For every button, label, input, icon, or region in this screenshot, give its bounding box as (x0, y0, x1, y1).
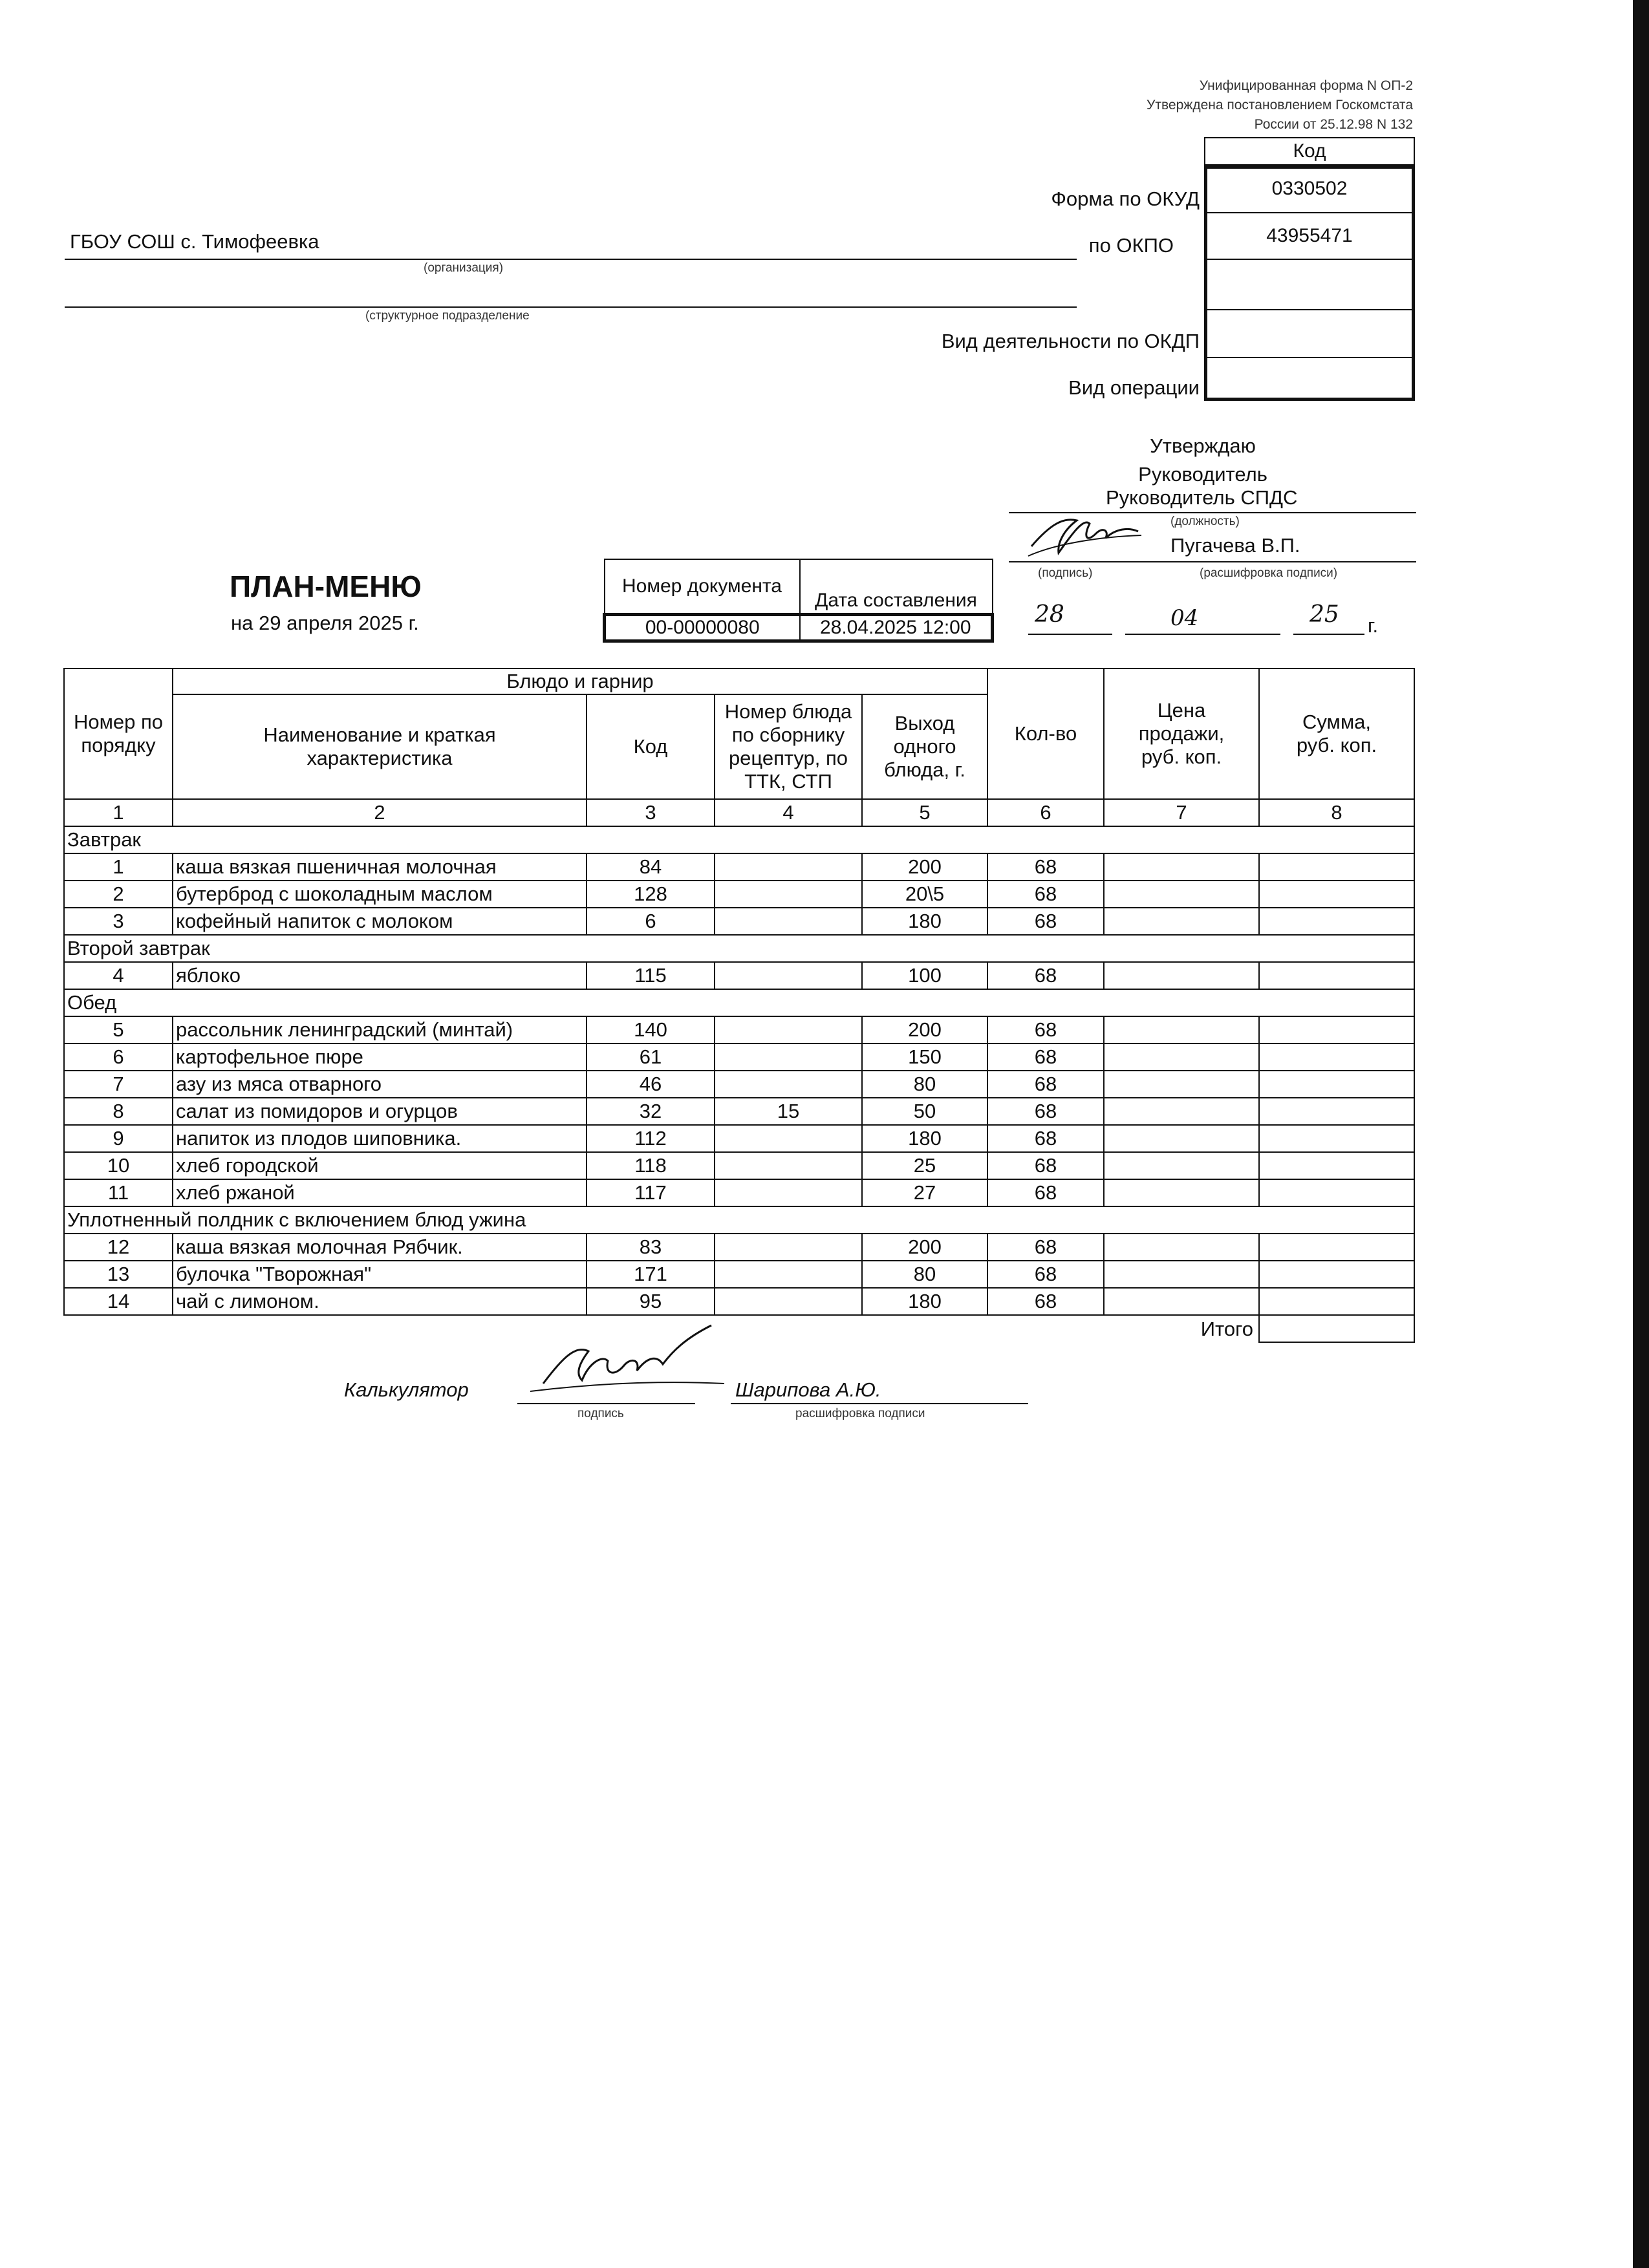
calculator-decoding-caption: расшифровка подписи (795, 1407, 925, 1420)
dish-sum (1259, 1071, 1414, 1098)
column-numbers-row (64, 799, 1414, 826)
dish-code: 118 (587, 1152, 715, 1179)
section-row (64, 1206, 1414, 1234)
column-number: 1 (64, 799, 173, 826)
decoding-caption: (расшифровка подписи) (1200, 566, 1338, 580)
row-number: 9 (64, 1125, 173, 1152)
total-value (1259, 1315, 1414, 1342)
dish-qty: 68 (987, 908, 1104, 935)
dish-name: булочка "Творожная" (173, 1261, 587, 1288)
table-row (64, 1016, 1414, 1043)
approval-position: Руководитель СПДС (1106, 486, 1298, 509)
row-number: 1 (64, 853, 173, 881)
dish-name: чай с лимоном. (173, 1288, 587, 1315)
dish-qty: 68 (987, 1098, 1104, 1125)
dish-yield: 180 (862, 908, 987, 935)
dish-price (1104, 1179, 1259, 1206)
dish-yield: 20\5 (862, 881, 987, 908)
recipe-number (715, 1152, 862, 1179)
dish-price (1104, 908, 1259, 935)
recipe-number (715, 1234, 862, 1261)
dish-yield: 50 (862, 1098, 987, 1125)
calculator-signature-caption: подпись (577, 1407, 624, 1420)
dish-sum (1259, 1152, 1414, 1179)
table-row (64, 1043, 1414, 1071)
dish-qty: 68 (987, 881, 1104, 908)
header-qty: Кол-во (987, 669, 1104, 799)
document-title: ПЛАН-МЕНЮ (230, 570, 422, 603)
dish-yield: 25 (862, 1152, 987, 1179)
dish-yield: 80 (862, 1071, 987, 1098)
organization-caption: (организация) (424, 261, 504, 275)
code-values (1204, 166, 1415, 401)
year-suffix: г. (1368, 614, 1379, 637)
okdp-value (1204, 310, 1415, 358)
operation-value (1204, 358, 1415, 402)
row-number: 12 (64, 1234, 173, 1261)
section-row (64, 826, 1414, 853)
approver-name: Пугачева В.П. (1170, 534, 1300, 557)
header-yield: Выход одного блюда, г. (862, 694, 987, 799)
dish-name: каша вязкая пшеничная молочная (173, 853, 587, 881)
dish-name: бутерброд с шоколадным маслом (173, 881, 587, 908)
total-label: Итого (1200, 1317, 1253, 1340)
row-number: 3 (64, 908, 173, 935)
approval-role: Руководитель (1138, 463, 1267, 486)
column-number: 6 (987, 799, 1104, 826)
calculator-label: Калькулятор (344, 1378, 469, 1401)
section-row (64, 935, 1414, 962)
calculator-name: Шарипова А.Ю. (735, 1378, 881, 1401)
column-number: 4 (715, 799, 862, 826)
section-title: Завтрак (64, 826, 1414, 853)
section-title: Уплотненный полдник с включением блюд ужина (64, 1206, 1414, 1234)
calculator-signature (517, 1319, 731, 1403)
dish-sum (1259, 1125, 1414, 1152)
header-recipe: Номер блюда по сборнику рецептур, по ТТК, СТП (715, 694, 862, 799)
document-number: 00-00000080 (605, 615, 800, 641)
recipe-number (715, 1288, 862, 1315)
form-name-line: Унифицированная форма N ОП-2 (1199, 78, 1413, 93)
header-num: Номер по порядку (64, 669, 173, 799)
column-number: 3 (587, 799, 715, 826)
section-title: Второй завтрак (64, 935, 1414, 962)
okud-value: 0330502 (1204, 166, 1415, 213)
row-number: 14 (64, 1288, 173, 1315)
document-date-header: Дата составления (800, 559, 993, 615)
dish-sum (1259, 881, 1414, 908)
table-row (64, 908, 1414, 935)
document-info-table (603, 559, 994, 643)
dish-qty: 68 (987, 1043, 1104, 1071)
header-code: Код (587, 694, 715, 799)
dish-price (1104, 962, 1259, 989)
row-number: 5 (64, 1016, 173, 1043)
column-number: 2 (173, 799, 587, 826)
dish-price (1104, 1288, 1259, 1315)
dish-name: салат из помидоров и огурцов (173, 1098, 587, 1125)
dish-price (1104, 1043, 1259, 1071)
document-subtitle: на 29 апреля 2025 г. (231, 612, 419, 634)
table-row (64, 1179, 1414, 1206)
organization-name: ГБОУ СОШ с. Тимофеевка (70, 230, 319, 253)
table-row (64, 962, 1414, 989)
dish-sum (1259, 1043, 1414, 1071)
dish-code: 6 (587, 908, 715, 935)
section-row (64, 989, 1414, 1016)
row-number: 2 (64, 881, 173, 908)
signature-caption: (подпись) (1038, 566, 1093, 580)
dish-yield: 100 (862, 962, 987, 989)
table-row (64, 1098, 1414, 1125)
approver-signature (1018, 498, 1148, 569)
dish-price (1104, 881, 1259, 908)
table-row (64, 1125, 1414, 1152)
unit-caption: (структурное подразделение (365, 309, 530, 323)
header-dish-group: Блюдо и гарнир (173, 669, 987, 694)
column-number: 7 (1104, 799, 1259, 826)
recipe-number (715, 1071, 862, 1098)
dish-sum (1259, 1179, 1414, 1206)
dish-qty: 68 (987, 1261, 1104, 1288)
dish-yield: 180 (862, 1125, 987, 1152)
table-row (64, 881, 1414, 908)
dish-sum (1259, 853, 1414, 881)
dish-qty: 68 (987, 1288, 1104, 1315)
document-date: 28.04.2025 12:00 (800, 615, 993, 641)
row-number: 11 (64, 1179, 173, 1206)
row-number: 10 (64, 1152, 173, 1179)
row-number: 4 (64, 962, 173, 989)
row-number: 8 (64, 1098, 173, 1125)
dish-name: яблоко (173, 962, 587, 989)
dish-price (1104, 1261, 1259, 1288)
dish-qty: 68 (987, 853, 1104, 881)
row-number: 6 (64, 1043, 173, 1071)
header-price: Цена продажи, руб. коп. (1104, 669, 1259, 799)
dish-price (1104, 1071, 1259, 1098)
dish-yield: 200 (862, 1234, 987, 1261)
form-approval-line: Утверждена постановлением Госкомстата (1147, 98, 1413, 112)
dish-code: 117 (587, 1179, 715, 1206)
recipe-number (715, 1125, 862, 1152)
dish-yield: 27 (862, 1179, 987, 1206)
dish-code: 112 (587, 1125, 715, 1152)
blank-code-1 (1204, 260, 1415, 310)
row-number: 13 (64, 1261, 173, 1288)
okpo-value: 43955471 (1204, 213, 1415, 260)
document-number-header: Номер документа (605, 559, 800, 615)
dish-sum (1259, 1234, 1414, 1261)
dish-yield: 150 (862, 1043, 987, 1071)
scan-edge (1633, 0, 1649, 2268)
dish-name: картофельное пюре (173, 1043, 587, 1071)
row-number: 7 (64, 1071, 173, 1098)
form-regulation-line: России от 25.12.98 N 132 (1254, 117, 1413, 132)
column-number: 8 (1259, 799, 1414, 826)
dish-qty: 68 (987, 1179, 1104, 1206)
recipe-number (715, 908, 862, 935)
dish-code: 95 (587, 1288, 715, 1315)
dish-qty: 68 (987, 1016, 1104, 1043)
dish-code: 46 (587, 1071, 715, 1098)
approval-title: Утверждаю (1150, 434, 1256, 457)
table-row (64, 1261, 1414, 1288)
dish-sum (1259, 962, 1414, 989)
menu-table (63, 668, 1415, 1343)
dish-code: 115 (587, 962, 715, 989)
dish-price (1104, 1125, 1259, 1152)
dish-name: азу из мяса отварного (173, 1071, 587, 1098)
dish-code: 140 (587, 1016, 715, 1043)
dish-qty: 68 (987, 962, 1104, 989)
dish-price (1104, 853, 1259, 881)
header-name: Наименование и краткая характеристика (173, 694, 587, 799)
dish-name: хлеб ржаной (173, 1179, 587, 1206)
dish-code: 61 (587, 1043, 715, 1071)
code-column-header: Код (1204, 137, 1415, 166)
dish-name: каша вязкая молочная Рябчик. (173, 1234, 587, 1261)
dish-code: 84 (587, 853, 715, 881)
operation-label: Вид операции (1068, 376, 1200, 399)
table-row (64, 1234, 1414, 1261)
dish-code: 83 (587, 1234, 715, 1261)
okud-label: Форма по ОКУД (1051, 187, 1200, 210)
dish-qty: 68 (987, 1071, 1104, 1098)
recipe-number (715, 1016, 862, 1043)
dish-sum (1259, 908, 1414, 935)
dish-code: 171 (587, 1261, 715, 1288)
position-caption: (должность) (1170, 515, 1240, 528)
approval-date-year: 25 (1310, 601, 1339, 628)
dish-sum (1259, 1098, 1414, 1125)
dish-name: хлеб городской (173, 1152, 587, 1179)
dish-price (1104, 1234, 1259, 1261)
dish-price (1104, 1152, 1259, 1179)
recipe-number (715, 1179, 862, 1206)
column-number: 5 (862, 799, 987, 826)
dish-yield: 80 (862, 1261, 987, 1288)
dish-sum (1259, 1261, 1414, 1288)
dish-code: 32 (587, 1098, 715, 1125)
dish-yield: 200 (862, 1016, 987, 1043)
dish-qty: 68 (987, 1125, 1104, 1152)
recipe-number (715, 881, 862, 908)
okpo-label: по ОКПО (1088, 234, 1174, 257)
header-sum: Сумма, руб. коп. (1259, 669, 1414, 799)
table-row (64, 853, 1414, 881)
okdp-label: Вид деятельности по ОКДП (941, 330, 1200, 352)
table-row (64, 1288, 1414, 1315)
total-row (64, 1315, 1414, 1342)
dish-name: рассольник ленинградский (минтай) (173, 1016, 587, 1043)
approval-date-month: 04 (1170, 605, 1199, 631)
dish-name: напиток из плодов шиповника. (173, 1125, 587, 1152)
recipe-number (715, 962, 862, 989)
approval-date-day: 28 (1035, 601, 1064, 628)
dish-yield: 180 (862, 1288, 987, 1315)
table-row (64, 1152, 1414, 1179)
dish-qty: 68 (987, 1234, 1104, 1261)
dish-code: 128 (587, 881, 715, 908)
recipe-number: 15 (715, 1098, 862, 1125)
table-row (64, 1071, 1414, 1098)
section-title: Обед (64, 989, 1414, 1016)
dish-yield: 200 (862, 853, 987, 881)
dish-price (1104, 1098, 1259, 1125)
dish-sum (1259, 1288, 1414, 1315)
dish-qty: 68 (987, 1152, 1104, 1179)
recipe-number (715, 1261, 862, 1288)
dish-sum (1259, 1016, 1414, 1043)
dish-price (1104, 1016, 1259, 1043)
dish-name: кофейный напиток с молоком (173, 908, 587, 935)
recipe-number (715, 1043, 862, 1071)
recipe-number (715, 853, 862, 881)
